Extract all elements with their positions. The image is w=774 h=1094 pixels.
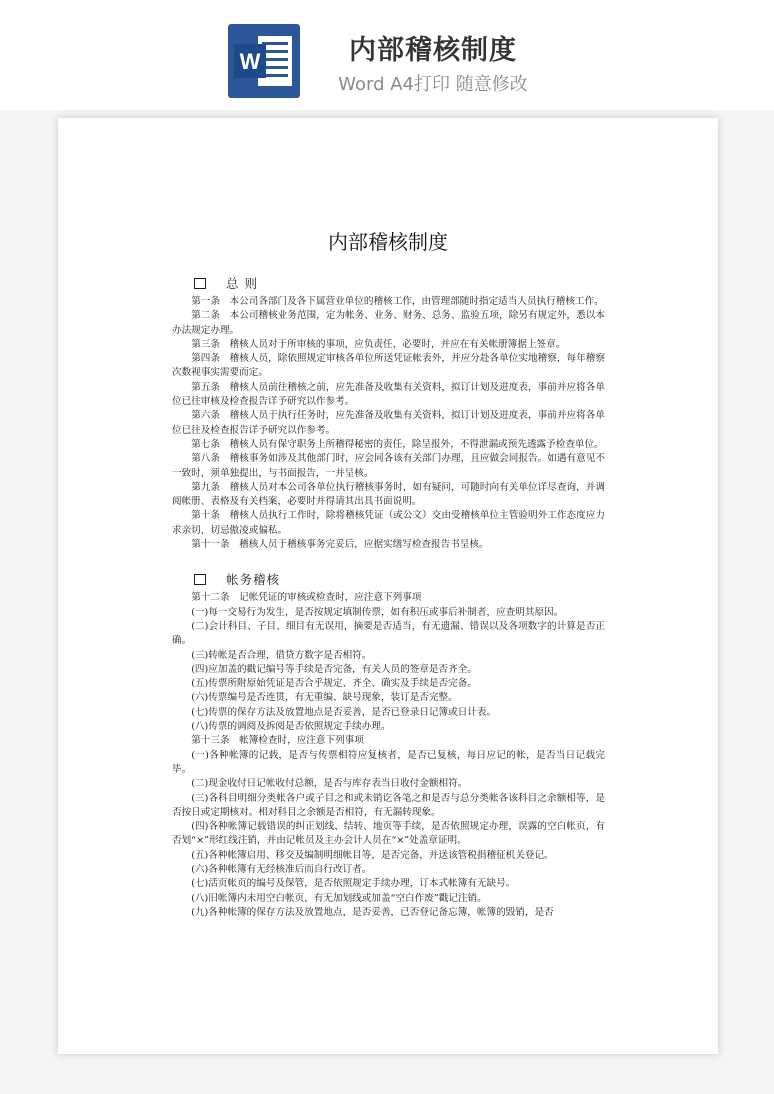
paragraph: 第九条 稽核人员对本公司各单位执行稽核事务时，如有疑问，可随时向有关单位详尽查询，并调阅帐册、表格及有关档案，必要时并得请其出具书面说明。	[172, 481, 605, 508]
banner-title: 内部稽核制度	[349, 35, 517, 66]
paragraph: (八)旧帐簿内未用空白帐页，有无加划线或加盖“空白作废”戳记注销。	[191, 892, 487, 904]
paragraph: (八)传票的调阅及拆阅是否依照规定手续办理。	[191, 721, 391, 733]
paragraph: (二)现金收付日记帐收付总额，是否与库存表当日收付金额相符。	[191, 778, 468, 790]
paragraph: 第一条 本公司各部门及各下属营业单位的稽核工作，由管理部随时指定适当人员执行稽核工作。	[191, 296, 604, 307]
section-accounting-paragraphs	[172, 591, 605, 920]
document-title: 内部稽核制度	[328, 230, 448, 254]
paragraph: 第二条 本公司稽核业务范围，定为帐务、业务、财务、总务、监验五项，除另有规定外，悉以本办法规定办理。	[172, 310, 605, 336]
document-page	[58, 118, 718, 1054]
section-general-paragraphs	[172, 295, 605, 552]
paragraph: (五)各种帐簿启用、移交及编制明细帐目等，是否完备，并送该管税捐稽征机关登记。	[191, 849, 554, 861]
paragraph: (二)会计科目、子目、细目有无误用，摘要是否适当，有无遗漏、错误以及各项数字的计算是否正确。	[172, 620, 605, 647]
paragraph: 第十三条 帐簿检查时，应注意下列事项	[191, 735, 364, 747]
checkbox-square-icon	[194, 574, 206, 585]
paragraph: 第十二条 记帐凭证的审核或检查时，应注意下列事项	[191, 592, 422, 604]
paragraph: (九)各种帐簿的保存方法及放置地点，是否妥善，已否登记备忘簿，帐簿的毁销，是否	[191, 906, 554, 918]
document-body	[172, 275, 605, 920]
paragraph: 第七条 稽核人员有保守职务上所稽得秘密的责任，除呈报外，不得泄漏或预先透露予检查单位。	[191, 438, 604, 450]
paragraph: 第八条 稽核事务如涉及其他部门时，应会同各该有关部门办理，且应做会同报告。如遇有意见不一致时，须单独提出，与书面报告，一并呈核。	[172, 453, 605, 479]
paragraph: (五)传票所附原始凭证是否合乎规定、齐全、确实及手续是否完备。	[191, 678, 477, 690]
paragraph: (三)转帐是否合理，借贷方数字是否相符。	[191, 649, 372, 661]
paragraph: 第十条 稽核人员执行工作时，除将稽核凭证（或公文）交由受稽核单位主管验明外工作态度应力求亲切，切忌傲凌或偏私。	[172, 510, 605, 536]
paragraph: (一)每一交易行为发生，是否按规定填制传票，如有积压或事后补制者，应查明其原因。	[191, 606, 564, 618]
paragraph: (七)传票的保存方法及放置地点是否妥善，是否已登录日记簿或日计表。	[191, 706, 497, 718]
paragraph: 第十一条 稽核人员于稽核事务完妥后，应据实缮写检查报告书呈核。	[191, 539, 489, 551]
banner	[0, 0, 774, 110]
paragraph: (六)传票编号是否连贯，有无重编、缺号现象，装订是否完整。	[191, 692, 458, 704]
logo-letter: W	[239, 49, 261, 74]
paragraph: 第三条 稽核人员对于所审核的事项，应负责任，必要时，并应在有关帐册簿据上签章。	[191, 338, 566, 350]
paragraph: 第四条 稽核人员，除依照规定审核各单位所送凭证帐表外，并应分赴各单位实地稽察，每年稽察次数视事实需要而定。	[172, 353, 605, 379]
paragraph: (七)活页帐页的编号及保管，是否依照规定手续办理，订本式帐簿有无缺号。	[191, 878, 516, 890]
paragraph: (三)各科目明细分类帐各户或子目之和或未销讫各笔之和是否与总分类帐各该科目之余额相等，是否按日或定期核对。相对科目之余额是否相符，有无漏转现象。	[172, 792, 605, 818]
paragraph: (四)各种帐簿记载错误的纠正划线、结转、地页等手续，是否依照规定办理，误露的空白帐页，有否划“×”形红线注销，并由记帐员及主办会计人员在“×”处盖章证明。	[172, 821, 605, 847]
section-heading: 总 则	[194, 275, 605, 293]
paragraph: 第五条 稽核人员前往稽核之前，应先准备及收集有关资料，拟订计划及进度表，事前并应将各单位已往审核及检查报告详予研究以作参考。	[172, 381, 605, 408]
paragraph: (六)各种帐簿有无经核准后而自行改订者。	[191, 863, 372, 875]
paragraph: (四)应加盖的戳记编号等手续是否完备，有关人员的签章是否齐全。	[191, 663, 477, 675]
banner-subtitle: Word A4打印 随意修改	[338, 74, 528, 95]
paragraph: (一)各种帐簿的记载，是否与传票相符应复核者，是否已复核，每日应记的帐，是否当日记载完毕。	[172, 749, 605, 775]
word-document-icon	[228, 24, 300, 98]
checkbox-square-icon	[194, 278, 206, 289]
paragraph: 第六条 稽核人员于执行任务时，应先准备及收集有关资料，拟订计划及进度表，事前并应将各单位已往及检查报告详予研究以作参考。	[172, 410, 605, 436]
section-heading: 帐务稽核	[194, 571, 605, 589]
